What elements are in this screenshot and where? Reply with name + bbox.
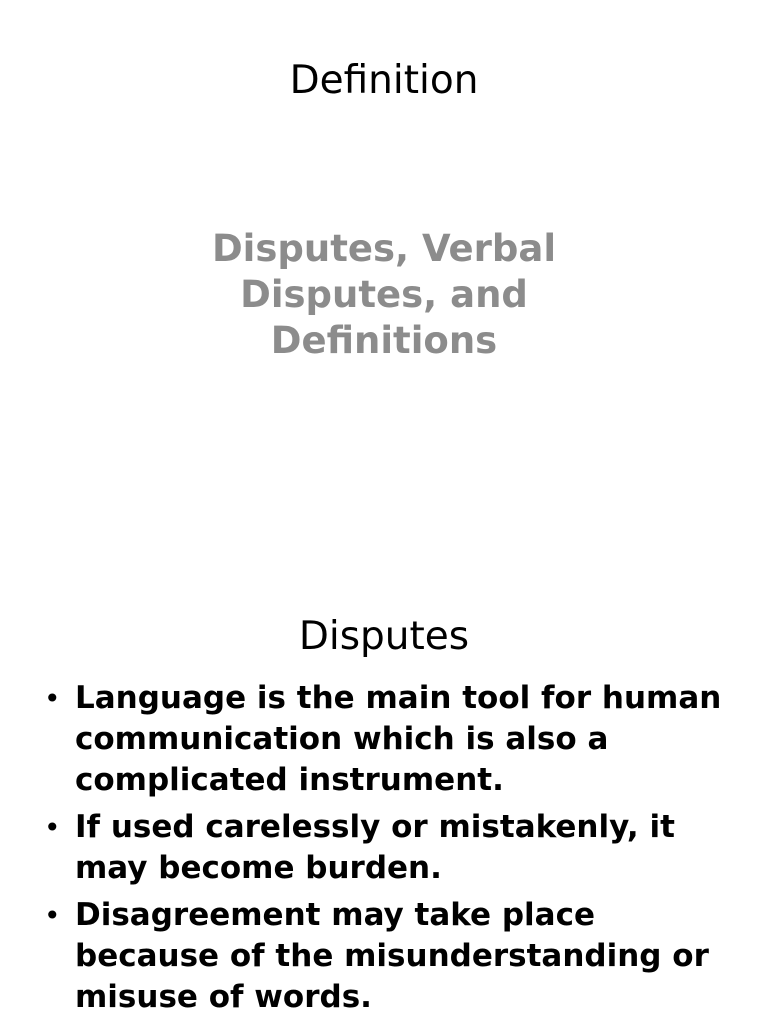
bullet-list xyxy=(44,678,744,1024)
bullet-text: Language is the main tool for human communication which is also a complicated instrument. xyxy=(75,680,722,798)
bullet-dot-icon: • xyxy=(44,682,61,715)
slide-title: Disputes xyxy=(298,614,470,659)
slide-disputes xyxy=(0,590,768,1024)
bullet-item xyxy=(44,895,744,1018)
slide-title: Definition xyxy=(289,58,479,103)
bullet-dot-icon: • xyxy=(44,899,61,932)
slide-subtitle: Disputes, Verbal Disputes, and Definitions xyxy=(211,227,557,362)
bullet-item xyxy=(44,678,744,801)
bullet-text: Disagreement may take place because of the misunderstanding or misuse of words. xyxy=(75,897,709,1015)
bullet-item xyxy=(44,807,744,889)
bullet-dot-icon: • xyxy=(44,811,61,844)
bullet-text: If used carelessly or mistakenly, it may become burden. xyxy=(75,809,675,886)
